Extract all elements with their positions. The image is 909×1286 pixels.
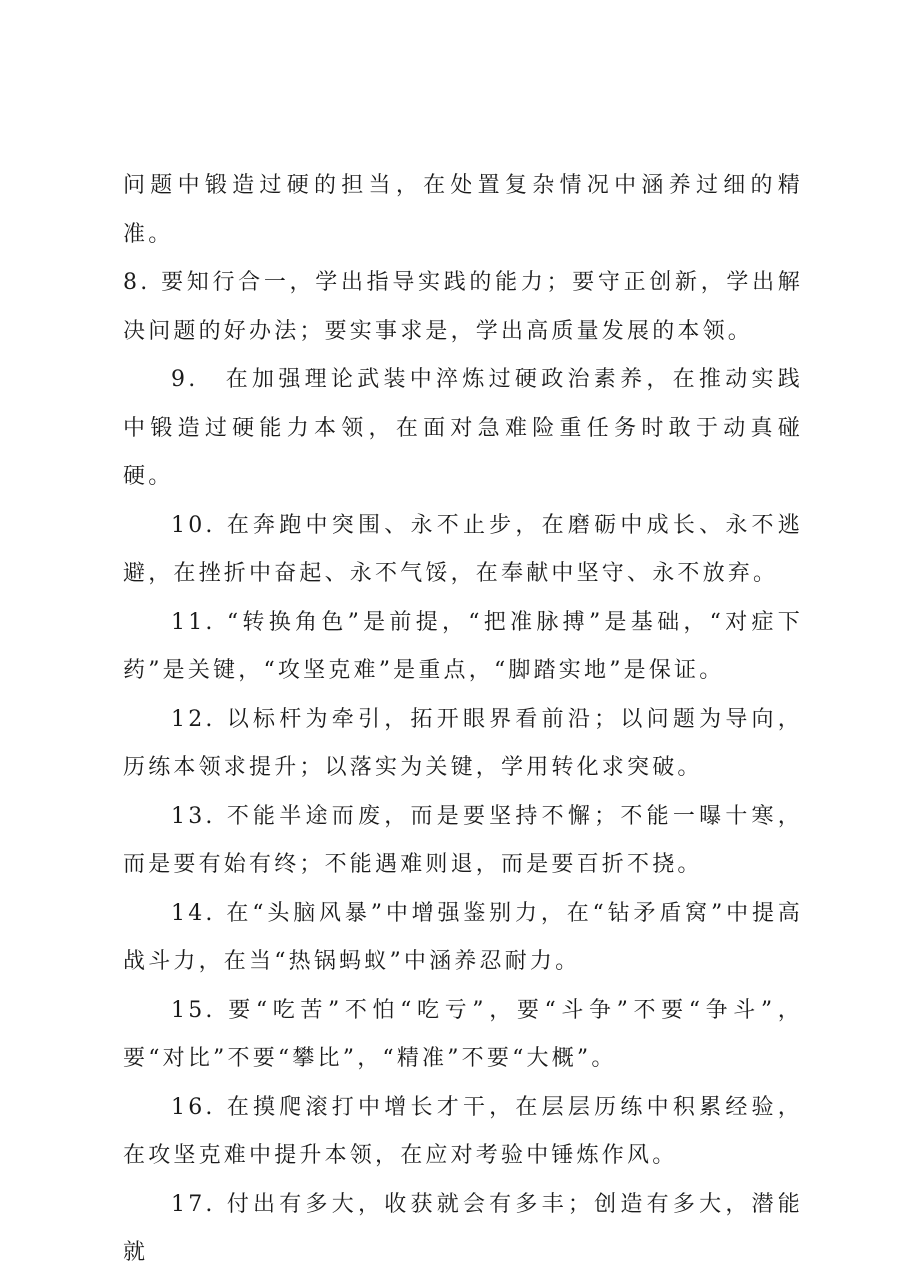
- paragraph-item-15: 15. 要“吃苦”不怕“吃亏”，要“斗争”不要“争斗”，要“对比”不要“攀比”，“精准”不要“大概”。: [123, 997, 803, 1071]
- document-body: [123, 162, 803, 1278]
- paragraph-item-8: 8. 要知行合一，学出指导实践的能力；要守正创新，学出解决问题的好办法；要实事求是，学出高质量发展的本领。: [123, 270, 803, 344]
- paragraph-item-17: 17. 付出有多大，收获就会有多丰；创造有多大，潜能就: [123, 1191, 803, 1265]
- paragraph-item-10: 10. 在奔跑中突围、永不止步，在磨砺中成长、永不逃避，在挫折中奋起、永不气馁，在奉献中坚守、永不放弃。: [123, 512, 803, 586]
- paragraph-item-12: 12. 以标杆为牵引，拓开眼界看前沿；以问题为导向，历练本领求提升；以落实为关键，学用转化求突破。: [123, 706, 803, 780]
- paragraph-item-16: 16. 在摸爬滚打中增长才干，在层层历练中积累经验，在攻坚克难中提升本领，在应对考验中锤炼作风。: [123, 1094, 803, 1168]
- paragraph-item-9: 9. 在加强理论武装中淬炼过硬政治素养，在推动实践中锻造过硬能力本领，在面对急难险重任务时敢于动真碰硬。: [123, 367, 803, 489]
- paragraph-item-14: 14. 在“头脑风暴”中增强鉴别力，在“钻矛盾窝”中提高战斗力，在当“热锅蚂蚁”中涵养忍耐力。: [123, 900, 803, 974]
- paragraph-continuation: 问题中锻造过硬的担当，在处置复杂情况中涵养过细的精准。: [123, 173, 803, 247]
- paragraph-item-11: 11. “转换角色”是前提，“把准脉搏”是基础，“对症下药”是关键，“攻坚克难”是重点，“脚踏实地”是保证。: [123, 609, 803, 683]
- paragraph-item-13: 13. 不能半途而废，而是要坚持不懈；不能一曝十寒，而是要有始有终；不能遇难则退，而是要百折不挠。: [123, 803, 803, 877]
